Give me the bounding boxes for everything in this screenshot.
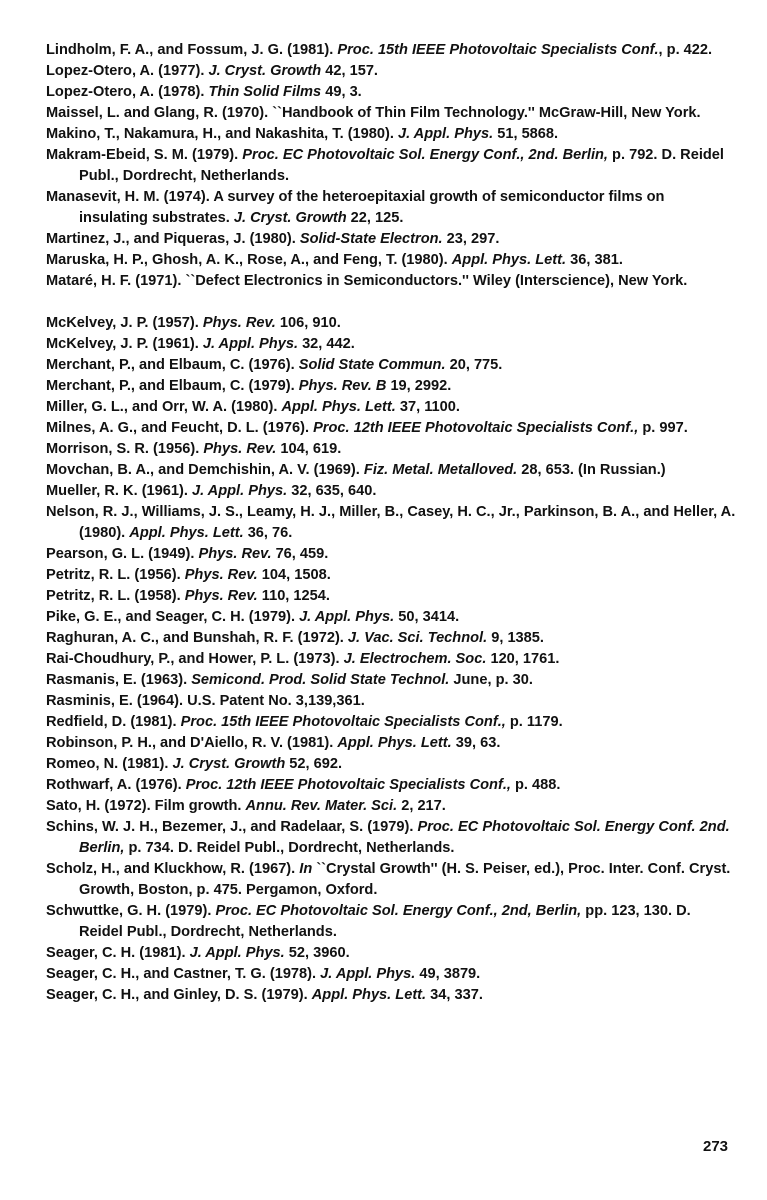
reference-text: J. Cryst. Growth: [172, 756, 286, 772]
reference-text: J. Vac. Sci. Technol.: [347, 630, 488, 646]
reference-text: 36,: [247, 525, 268, 541]
reference-text: Petritz, R. L. (1956).: [46, 567, 185, 583]
reference-text: 32,: [302, 336, 323, 352]
reference-text: Proc. 12th IEEE Photovoltaic Specialists Conf.,: [185, 777, 511, 793]
reference-entry: [46, 754, 736, 775]
reference-entry: [46, 649, 736, 670]
reference-text: Merchant, P., and Elbaum, C. (1976).: [46, 357, 299, 373]
reference-text: 2992.: [410, 378, 452, 394]
reference-entry: [46, 355, 736, 376]
reference-text: p. 792. D. Reidel Publ., Dordrecht, Netherlands.: [79, 147, 724, 184]
reference-text: Semicond. Prod. Solid State Technol.: [191, 672, 450, 688]
reference-text: 106,: [279, 315, 309, 331]
reference-text: Martinez, J., and Piqueras, J. (1980).: [46, 231, 300, 247]
reference-text: , p. 422.: [658, 42, 713, 58]
reference-text: 459.: [295, 546, 329, 562]
reference-text: Movchan, B. A., and Demchishin, A. V. (1969).: [46, 462, 364, 478]
reference-entry: [46, 397, 736, 418]
reference-entry: [46, 544, 736, 565]
reference-entry: [46, 334, 736, 355]
reference-text: Lindholm, F. A., and Fossum, J. G. (1981).: [46, 42, 338, 58]
reference-text: Appl. Phys. Lett.: [337, 735, 452, 751]
reference-entry: [46, 313, 736, 334]
reference-text: p. 997.: [638, 420, 688, 436]
reference-text: J. Appl. Phys.: [320, 966, 416, 982]
page-number: 273: [703, 1138, 729, 1155]
reference-text: Nelson, R. J., Williams, J. S., Leamy, H. J., Miller, B., Casey, H. C., Jr., Parkinson, B. A., and Heller, A. (1980).: [46, 504, 736, 541]
reference-text: Miller, G. L., and Orr, W. A. (1980).: [46, 399, 282, 415]
reference-text: Rasmanis, E. (1963).: [46, 672, 192, 688]
reference-text: 775.: [469, 357, 503, 373]
reference-text: McKelvey, J. P. (1957).: [46, 315, 203, 331]
reference-text: Milnes, A. G., and Feucht, D. L. (1976).: [46, 420, 314, 436]
reference-text: 1761.: [518, 651, 560, 667]
reference-text: Seager, C. H., and Castner, T. G. (1978).: [46, 966, 321, 982]
reference-text: p. 1179.: [505, 714, 563, 730]
reference-entry: [46, 502, 736, 544]
reference-text: Appl. Phys. Lett.: [129, 525, 244, 541]
reference-text: p. 734. D. Reidel Publ., Dordrecht, Netherlands.: [124, 840, 455, 856]
reference-text: Sato, H. (1972). Film growth.: [46, 798, 246, 814]
reference-text: J. Appl. Phys.: [189, 945, 285, 961]
reference-text: 104,: [261, 567, 291, 583]
reference-text: J. Cryst. Growth: [208, 63, 322, 79]
reference-text: 297.: [466, 231, 500, 247]
reference-text: 157.: [345, 63, 378, 79]
reference-text: 120,: [490, 651, 519, 667]
reference-text: 52,: [289, 756, 310, 772]
reference-text: Proc. EC Photovoltaic Sol. Energy Conf. 2nd. Berlin,: [79, 819, 730, 856]
reference-text: Makram-Ebeid, S. M. (1979).: [46, 147, 243, 163]
reference-text: 5868.: [517, 126, 559, 142]
reference-text: Scholz, H., and Kluckhow, R. (1967).: [46, 861, 300, 877]
reference-text: 9,: [491, 630, 504, 646]
reference-entry: [46, 418, 736, 439]
reference-text: 653. (In Russian.): [541, 462, 666, 478]
reference-text: ``Crystal Growth'' (H. S. Peiser, ed.), Proc. Inter. Conf. Cryst. Growth, Boston, p. 475. Pergamon, Oxford.: [79, 861, 731, 898]
reference-entry: [46, 712, 736, 733]
reference-text: 76,: [275, 546, 296, 562]
reference-text: 34,: [430, 987, 451, 1003]
reference-text: Mueller, R. K. (1961).: [46, 483, 192, 499]
reference-text: 1385.: [503, 630, 544, 646]
reference-text: 3879.: [439, 966, 481, 982]
reference-text: J. Cryst. Growth: [233, 210, 347, 226]
reference-text: J. Appl. Phys.: [192, 483, 288, 499]
reference-text: Maissel, L. and Glang, R. (1970). ``Handbook of Thin Film Technology.'' McGraw-Hill, New York.: [46, 105, 701, 121]
reference-text: Manasevit, H. M. (1974). A survey of the heteroepitaxial growth of semiconductor films on insulating substrates.: [46, 189, 665, 226]
reference-text: 28,: [521, 462, 542, 478]
reference-entry: [46, 901, 736, 943]
reference-text: 76.: [267, 525, 293, 541]
reference-text: Lopez-Otero, A. (1978).: [46, 84, 209, 100]
reference-entry: [46, 796, 736, 817]
reference-entry: [46, 82, 736, 103]
reference-entry: [46, 40, 736, 61]
reference-text: McKelvey, J. P. (1961).: [46, 336, 203, 352]
reference-text: 36,: [570, 252, 591, 268]
reference-entry: [46, 187, 736, 229]
reference-text: Rothwarf, A. (1976).: [46, 777, 186, 793]
reference-text: J. Electrochem. Soc.: [343, 651, 487, 667]
reference-entry: [46, 250, 736, 271]
reference-entry: [46, 670, 736, 691]
reference-text: 1508.: [290, 567, 331, 583]
reference-text: J. Appl. Phys.: [398, 126, 494, 142]
reference-entry: [46, 565, 736, 586]
reference-entry: [46, 775, 736, 796]
reference-text: pp. 123, 130. D. Reidel Publ., Dordrecht, Netherlands.: [79, 903, 691, 940]
reference-text: 635, 640.: [311, 483, 377, 499]
reference-text: J. Appl. Phys.: [299, 609, 395, 625]
reference-text: 22,: [350, 210, 371, 226]
reference-text: Proc. 15th IEEE Photovoltaic Specialists Conf.: [337, 42, 659, 58]
reference-text: Phys. Rev.: [198, 546, 272, 562]
reference-text: 110,: [261, 588, 290, 604]
reference-text: Phys. Rev.: [203, 441, 277, 457]
reference-entry: [46, 271, 736, 292]
reference-entry: [46, 964, 736, 985]
reference-text: 32,: [291, 483, 312, 499]
reference-text: 3.: [345, 84, 362, 100]
reference-text: 49,: [419, 966, 440, 982]
reference-entry: [46, 859, 736, 901]
reference-text: Seager, C. H. (1981).: [46, 945, 190, 961]
reference-text: 52,: [288, 945, 310, 961]
reference-text: 1100.: [420, 399, 460, 415]
reference-text: Appl. Phys. Lett.: [311, 987, 427, 1003]
reference-text: 37,: [399, 399, 421, 415]
reference-list: [46, 40, 736, 1006]
reference-text: Rai-Choudhury, P., and Hower, P. L. (1973).: [46, 651, 344, 667]
reference-entry: [46, 229, 736, 250]
reference-text: 19,: [390, 378, 411, 394]
reference-text: 3414.: [418, 609, 460, 625]
reference-entry: [46, 103, 736, 124]
reference-entry: [46, 586, 736, 607]
reference-text: 49,: [325, 84, 346, 100]
reference-text: Rasminis, E. (1964). U.S. Patent No. 3,139,361.: [46, 693, 365, 709]
reference-entry: [46, 691, 736, 712]
reference-text: Proc. 12th IEEE Photovoltaic Specialists Conf.,: [313, 420, 639, 436]
reference-text: Schwuttke, G. H. (1979).: [46, 903, 216, 919]
reference-text: 104,: [280, 441, 309, 457]
reference-text: Mataré, H. F. (1971). ``Defect Electronics in Semiconductors.'' Wiley (Interscience), New York.: [46, 273, 688, 289]
reference-text: June, p. 30.: [449, 672, 533, 688]
reference-entry: [46, 481, 736, 502]
reference-text: 125.: [370, 210, 404, 226]
reference-entry: [46, 439, 736, 460]
reference-text: Lopez-Otero, A. (1977).: [46, 63, 209, 79]
reference-text: Schins, W. J. H., Bezemer, J., and Radelaar, S. (1979).: [46, 819, 418, 835]
reference-text: Proc. EC Photovoltaic Sol. Energy Conf., 2nd. Berlin,: [242, 147, 608, 163]
reference-entry: [46, 733, 736, 754]
reference-text: J. Appl. Phys.: [202, 336, 298, 352]
reference-text: 442.: [322, 336, 355, 352]
reference-text: 42,: [325, 63, 346, 79]
reference-text: Makino, T., Nakamura, H., and Nakashita, T. (1980).: [46, 126, 398, 142]
reference-text: Proc. EC Photovoltaic Sol. Energy Conf., 2nd, Berlin,: [215, 903, 582, 919]
reference-entry: [46, 376, 736, 397]
reference-text: Phys. Rev. B: [298, 378, 387, 394]
reference-text: 2,: [401, 798, 414, 814]
reference-text: Appl. Phys. Lett.: [281, 399, 396, 415]
reference-text: Seager, C. H., and Ginley, D. S. (1979).: [46, 987, 312, 1003]
reference-text: Solid State Commun.: [298, 357, 446, 373]
reference-text: Phys. Rev.: [184, 567, 258, 583]
reference-text: 337.: [450, 987, 483, 1003]
reference-text: Redfield, D. (1981).: [46, 714, 181, 730]
reference-text: Annu. Rev. Mater. Sci.: [245, 798, 398, 814]
reference-entry: [46, 145, 736, 187]
reference-text: Phys. Rev.: [202, 315, 276, 331]
reference-text: Phys. Rev.: [184, 588, 258, 604]
reference-entry: [46, 61, 736, 82]
reference-text: Robinson, P. H., and D'Aiello, R. V. (1981).: [46, 735, 338, 751]
reference-text: 23,: [446, 231, 467, 247]
reference-text: Romeo, N. (1981).: [46, 756, 173, 772]
reference-text: 20,: [449, 357, 470, 373]
reference-entry: [46, 628, 736, 649]
reference-text: 1254.: [289, 588, 330, 604]
reference-text: 63.: [476, 735, 501, 751]
reference-entry: [46, 943, 736, 964]
reference-text: Pearson, G. L. (1949).: [46, 546, 199, 562]
reference-entry: [46, 460, 736, 481]
reference-text: In: [299, 861, 313, 877]
reference-text: Pike, G. E., and Seager, C. H. (1979).: [46, 609, 300, 625]
reference-text: 692.: [309, 756, 343, 772]
reference-text: 39,: [455, 735, 477, 751]
reference-text: 51,: [497, 126, 518, 142]
reference-text: Appl. Phys. Lett.: [451, 252, 567, 268]
reference-text: Fiz. Metal. Metalloved.: [363, 462, 518, 478]
reference-text: 3960.: [309, 945, 350, 961]
reference-text: Maruska, H. P., Ghosh, A. K., Rose, A., and Feng, T. (1980).: [46, 252, 452, 268]
reference-text: Solid-State Electron.: [299, 231, 443, 247]
reference-text: 217.: [413, 798, 446, 814]
reference-text: 910.: [308, 315, 341, 331]
reference-entry: [46, 607, 736, 628]
reference-entry: [46, 985, 736, 1006]
reference-text: 619.: [308, 441, 342, 457]
reference-text: Proc. 15th IEEE Photovoltaic Specialists Conf.,: [180, 714, 506, 730]
reference-text: Raghuran, A. C., and Bunshah, R. F. (1972).: [46, 630, 348, 646]
reference-entry: [46, 817, 736, 859]
reference-text: Morrison, S. R. (1956).: [46, 441, 204, 457]
reference-text: Thin Solid Films: [208, 84, 322, 100]
reference-text: 381.: [590, 252, 623, 268]
reference-text: 50,: [398, 609, 419, 625]
reference-text: p. 488.: [510, 777, 561, 793]
reference-text: Petritz, R. L. (1958).: [46, 588, 185, 604]
reference-text: Merchant, P., and Elbaum, C. (1979).: [46, 378, 299, 394]
reference-entry: [46, 124, 736, 145]
